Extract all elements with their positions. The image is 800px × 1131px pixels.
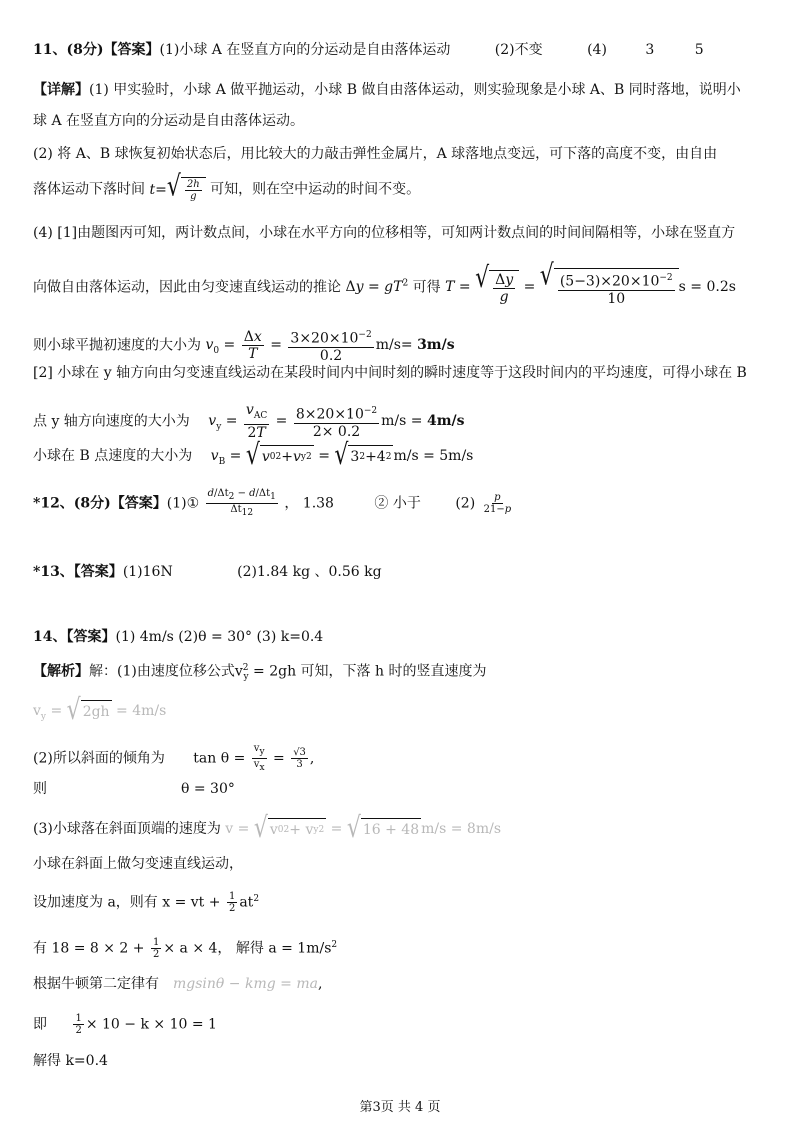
q14-analysis-9: 根据牛顿第二定律有 mgsinθ − kmg = ma, [33, 976, 323, 992]
q14-analysis-11: 解得 k=0.4 [33, 1053, 108, 1069]
delta-y-formula: $\Delta y = gT^2$ [345, 278, 409, 296]
q14-answer-line: 14、【答案】(1) 4m/s (2)θ = 30° (3) k=0.4 [33, 629, 324, 645]
q11-ans1: (1)小球 A 在竖直方向的分运动是自由落体运动 [159, 42, 451, 58]
q11-ans2: (2)不变 [494, 42, 543, 58]
v0-formula: $v_0$ = $\frac{\Delta x}{T}$ = $\frac{3\times 20\times 10^{-2}}{0.2}$ m/s= 3m/s [205, 328, 455, 364]
q14-header: 14、【答案】 [33, 629, 116, 645]
q11-answer-line [33, 41, 704, 59]
q13-header: *13、【答案】 [33, 564, 123, 580]
q11-detail-p3a: (4) [1]由题图丙可知，两计数点间，小球在水平方向的位移相等，可知两计数点间的时间间隔相等，小球在竖直方 [33, 225, 736, 241]
q12-header: *12、(8分)【答案】 [33, 495, 167, 512]
q11-detail-p6: 小球在 B 点速度的大小为 $v_B$ = √ v 0 2 + v y 2 = √ 3 2 +4 2 m/s = 5m/s [33, 439, 474, 472]
q14-analysis-1: 【解析】解：(1)由速度位移公式$v^2_y = 2gh$ 可知，下落 h 时的竖直速度为 [33, 663, 487, 683]
q11-detail-label: 【详解】 [33, 82, 89, 98]
q11-detail-p2a: (2) 将 A、B 球恢复初始状态后，用比较大的力敲击弹性金属片，A 球落地点变远，可下落的高度不变，由自由 [33, 146, 718, 162]
period-formula: T = √ $\frac{\Delta y}{g}$ = √ $\frac{(5-3)\times 20\times 10^{-2}}{10}$ s = 0.2s [445, 259, 736, 307]
q11-header: 11、(8分)【答案】 [33, 42, 160, 58]
vy-formula: $v_y$ = $\frac{v_{AC}}{2T}$ = $\frac{8\times 20\times 10^{-2}}{2\times 0.2}$ m/s = 4m/s [208, 402, 465, 441]
q14-analysis-8: 有 18 = 8 × 2 + $\frac{1}{2}$ × a × 4， 解得 $a = 1m/s^2$ [33, 937, 338, 961]
q13-answer-line: *13、【答案】(1)16N (2)1.84 kg 、0.56 kg [33, 564, 382, 580]
q11-detail-p1b: 球 A 在竖直方向的分运动是自由落体运动。 [33, 113, 305, 129]
q11-ans4: 3 [645, 42, 655, 58]
q11-ans5: 5 [694, 42, 704, 58]
q14-analysis-4: 则 θ = 30° [33, 781, 235, 797]
q14-analysis-7: 设加速度为 a，则有 x = vt + $\frac{1}{2}$ $at^2$ [33, 891, 260, 915]
q12-p-fraction: $\frac{p}{21-p}$ [483, 492, 512, 515]
q14-analysis-3: (2)所以斜面的倾角为 tan θ = $\frac{v_y}{v_x}$ = $\frac{√3}{3}$ , [33, 743, 315, 773]
q12-answer-line: *12、(8分)【答案】(1)① $\frac{d/\Delta t_2 - d/\Delta t_1}{\Delta t_{12}}$ ， 1.38 ② 小于 (2) $\frac{p}{21-p}$ [33, 488, 512, 518]
page-footer: 第3页 共 4 页 [359, 1100, 441, 1115]
q11-detail-p3b: 向做自由落体运动，因此由匀变速直线运动的推论 $\Delta y = gT^2$ 可得 T = √ $\frac{\Delta y}{g}$ = √ $\frac{(5-3)\times 20\times 10^{-2}}{10}$ s = 0.2s [33, 259, 736, 307]
q11-detail-p2b: 落体运动下落时间 t= √ $\frac{2h}{g}$ 可知，则在空中运动的时间不变。 [33, 170, 421, 204]
q11-detail-p1a: 【详解】(1) 甲实验时，小球 A 做平抛运动，小球 B 做自由落体运动，则实验现象是小球 A、B 同时落地，说明小 [33, 82, 741, 98]
q11-ans3: (4) [587, 42, 607, 58]
q11-detail-p4: 则小球平抛初速度的大小为 $v_0$ = $\frac{\Delta x}{T}$ = $\frac{3\times 20\times 10^{-2}}{0.2}$ m/s= 3m/s [33, 328, 455, 364]
q11-detail-p5b: 点 y 轴方向速度的大小为 $v_y$ = $\frac{v_{AC}}{2T}$ = $\frac{8\times 20\times 10^{-2}}{2\times 0.2}$ m/s = 4m/s [33, 402, 465, 441]
q12-fraction: $\frac{d/\Delta t_2 - d/\Delta t_1}{\Delta t_{12}}$ [207, 488, 276, 518]
vb-formula: $v_B$ = √ v 0 2 + v y 2 = √ 3 2 +4 2 m/s = 5m/s [210, 439, 474, 472]
fall-time-formula: t= √ $\frac{2h}{g}$ [149, 182, 205, 198]
q14-analysis-2: $v_y$ = √ 2gh = 4m/s [33, 694, 167, 727]
q14-analysis-6: 小球在斜面上做匀变速直线运动， [33, 856, 243, 872]
q11-detail-p5a: [2] 小球在 y 轴方向由匀变速直线运动在某段时间内中间时刻的瞬时速度等于这段时间内的平均速度，可得小球在 B [33, 365, 747, 381]
q14-analysis-5: (3)小球落在斜面顶端的速度为 v = √ v 0 2 + v y 2 = √ 16 + 48 m/s = 8m/s [33, 812, 502, 845]
q14-analysis-10: 即 $\frac{1}{2}$ × 10 − k × 10 = 1 [33, 1013, 217, 1036]
